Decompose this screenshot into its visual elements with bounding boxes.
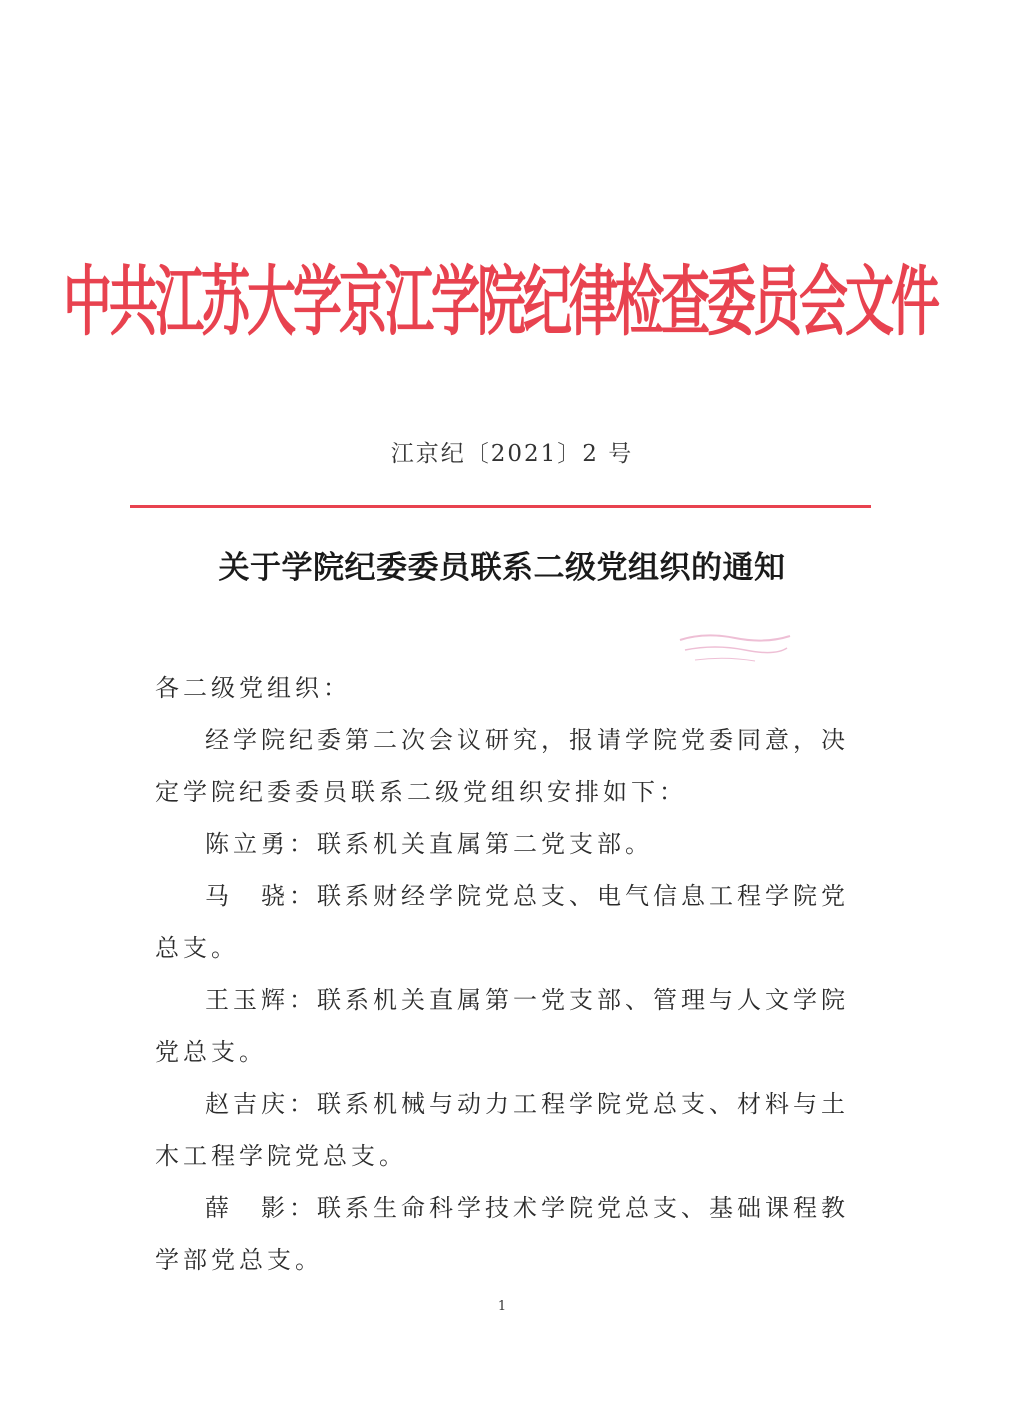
notice-title: 关于学院纪委委员联系二级党组织的通知 xyxy=(218,550,786,586)
member-name: 马 骁： xyxy=(205,882,317,910)
salutation: 各二级党组织： xyxy=(155,674,351,702)
assignment-item xyxy=(155,974,855,1078)
notice-body xyxy=(155,662,855,1286)
assignment-item xyxy=(155,818,855,870)
assignment-item xyxy=(155,1078,855,1182)
assignment-item xyxy=(155,1182,855,1286)
page-number: 1 xyxy=(497,1299,507,1314)
assignment-text: 联系机关直属第一党支部、管理与人文学院党总支。 xyxy=(155,986,849,1066)
document-number: 江京纪〔2021〕2 号 xyxy=(390,441,634,467)
member-name: 王玉辉： xyxy=(205,986,317,1014)
assignment-text: 联系机关直属第二党支部。 xyxy=(317,830,653,858)
assignment-text: 联系财经学院党总支、电气信息工程学院党总支。 xyxy=(155,882,849,962)
intro-paragraph: 经学院纪委第二次会议研究，报请学院党委同意，决定学院纪委委员联系二级党组织安排如下： xyxy=(155,726,849,806)
assignment-text: 联系生命科学技术学院党总支、基础课程教学部党总支。 xyxy=(155,1194,849,1274)
member-name: 薛 影： xyxy=(205,1194,317,1222)
member-name: 赵吉庆： xyxy=(205,1090,317,1118)
assignment-text: 联系机械与动力工程学院党总支、材料与土木工程学院党总支。 xyxy=(155,1090,849,1170)
red-divider-line xyxy=(130,505,871,508)
member-name: 陈立勇： xyxy=(205,830,317,858)
document-header-title: 中共江苏大学京江学院纪律检查委员会文件 xyxy=(63,258,938,347)
assignment-item xyxy=(155,870,855,974)
